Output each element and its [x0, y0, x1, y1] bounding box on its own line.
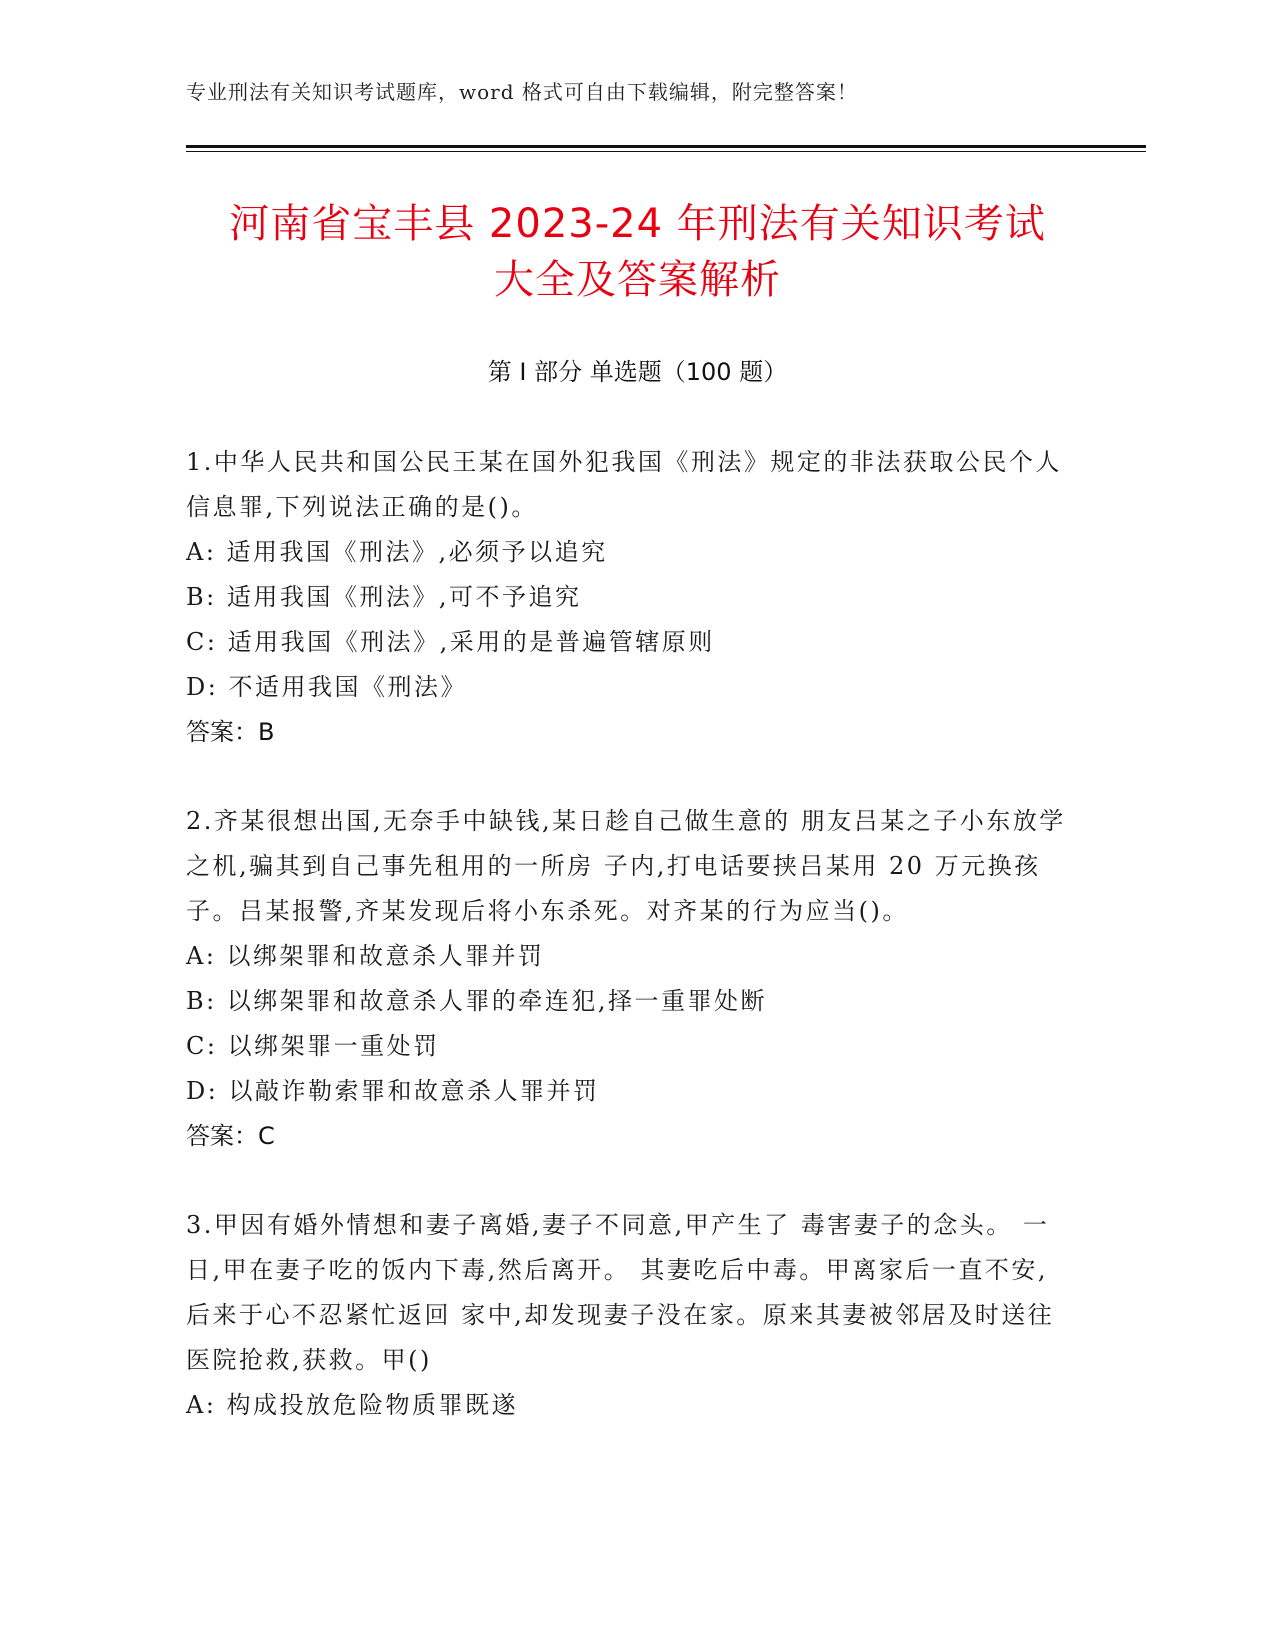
option-c: C: 以绑架罪一重处罚: [186, 1032, 440, 1060]
document-title-line2: 大全及答案解析: [494, 257, 781, 303]
header-rule-thick: [186, 145, 1146, 148]
option-a: A: 适用我国《刑法》,必须予以追究: [186, 538, 608, 566]
answer: 答案：B: [186, 718, 275, 746]
question-stem: 2.齐某很想出国,无奈手中缺钱,某日趁自己做生意的 朋友吕某之子小东放学之机,骗其到自己事先租用的一所房 子内,打电话要挟吕某用 20 万元换孩子。吕某报警,齐某发现后将小东杀死。对齐某的行为应当()。: [186, 807, 1066, 925]
question-2: [186, 799, 1066, 1159]
header-note: 专业刑法有关知识考试题库，word 格式可自由下载编辑，附完整答案！: [186, 80, 858, 104]
question-list: [186, 440, 1066, 1472]
option-a: A: 构成投放危险物质罪既遂: [186, 1391, 519, 1419]
question-stem: 1.中华人民共和国公民王某在国外犯我国《刑法》规定的非法获取公民个人信息罪,下列说法正确的是()。: [186, 448, 1062, 521]
option-c: C: 适用我国《刑法》,采用的是普遍管辖原则: [186, 628, 715, 656]
option-b: B: 以绑架罪和故意杀人罪的牵连犯,择一重罪处断: [186, 987, 767, 1015]
answer: 答案：C: [186, 1122, 275, 1150]
option-a: A: 以绑架罪和故意杀人罪并罚: [186, 942, 545, 970]
document-title: [140, 196, 1135, 308]
option-d: D: 不适用我国《刑法》: [186, 673, 467, 701]
header-rule-thin: [186, 151, 1146, 152]
option-b: B: 适用我国《刑法》,可不予追究: [186, 583, 582, 611]
question-3: [186, 1203, 1066, 1428]
document-title-line1: 河南省宝丰县 2023-24 年刑法有关知识考试: [229, 201, 1046, 247]
question-stem: 3.甲因有婚外情想和妻子离婚,妻子不同意,甲产生了 毒害妻子的念头。 一 日,甲在妻子吃的饭内下毒,然后离开。 其妻吃后中毒。甲离家后一直不安,后来于心不忍紧忙返回 家中,却发现妻子没在家。原来其妻被邻居及时送往医院抢救,获救。甲(): [186, 1211, 1055, 1374]
question-1: [186, 440, 1066, 755]
option-d: D: 以敲诈勒索罪和故意杀人罪并罚: [186, 1077, 600, 1105]
section-title: 第 I 部分 单选题（100 题）: [487, 358, 788, 386]
